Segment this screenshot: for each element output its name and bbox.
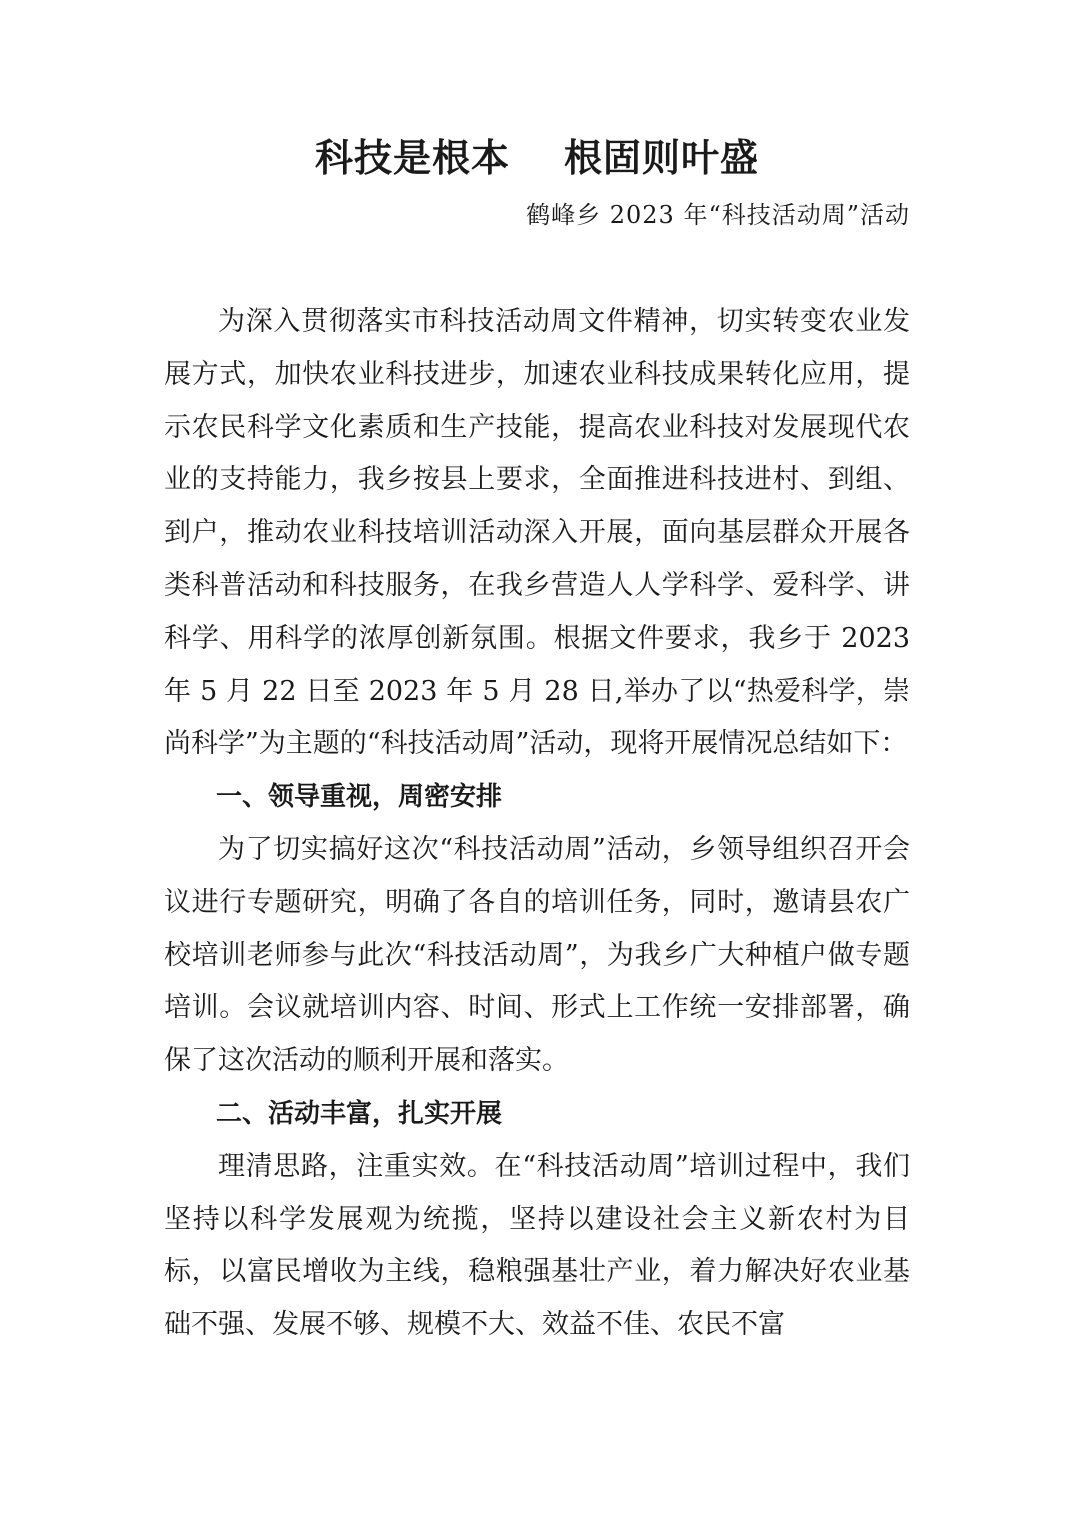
document-title (0, 128, 1074, 188)
intro-paragraph: 为深入贯彻落实市科技活动周文件精神，切实转变农业发展方式，加快农业科技进步，加速农业科技成果转化应用，提示农民科学文化素质和生产技能，提高农业科技对发展现代农业的支持能力，我乡按县上要求，全面推进科技进村、到组、到户，推动农业科技培训活动深入开展，面向基层群众开展各类科普活动和科技服务，在我乡营造人人学科学、爱科学、讲科学、用科学的浓厚创新氛围。根据文件要求，我乡于 2023 年 5 月 22 日至 2023 年 5 月 28 日,举办了以“热爱科学，崇尚科学”为主题的“科技活动周”活动，现将开展情况总结如下： (164, 306, 910, 760)
section-2-heading: 二、活动丰富，扎实开展 (216, 1098, 503, 1129)
section-1-paragraph: 为了切实搞好这次“科技活动周”活动，乡领导组织召开会议进行专题研究，明确了各自的培训任务，同时，邀请县农广校培训老师参与此次“科技活动周”，为我乡广大种植户做专题培训。会议就培训内容、时间、形式上工作统一安排部署，确保了这次活动的顺利开展和落实。 (164, 833, 910, 1077)
title-part-1: 科技是根本 (314, 136, 510, 180)
title-part-2: 根固则叶盛 (564, 136, 760, 180)
document-subtitle: 鹤峰乡 2023 年“科技活动周”活动 (526, 201, 910, 229)
document-body (164, 296, 910, 1352)
section-2-paragraph: 理清思路，注重实效。在“科技活动周”培训过程中，我们坚持以科学发展观为统揽，坚持以建设社会主义新农村为目标，以富民增收为主线，稳粮强基壮产业，着力解决好农业基础不强、发展不够、规模不大、效益不佳、农民不富 (164, 1150, 910, 1341)
section-1-heading: 一、领导重视，周密安排 (216, 782, 503, 813)
